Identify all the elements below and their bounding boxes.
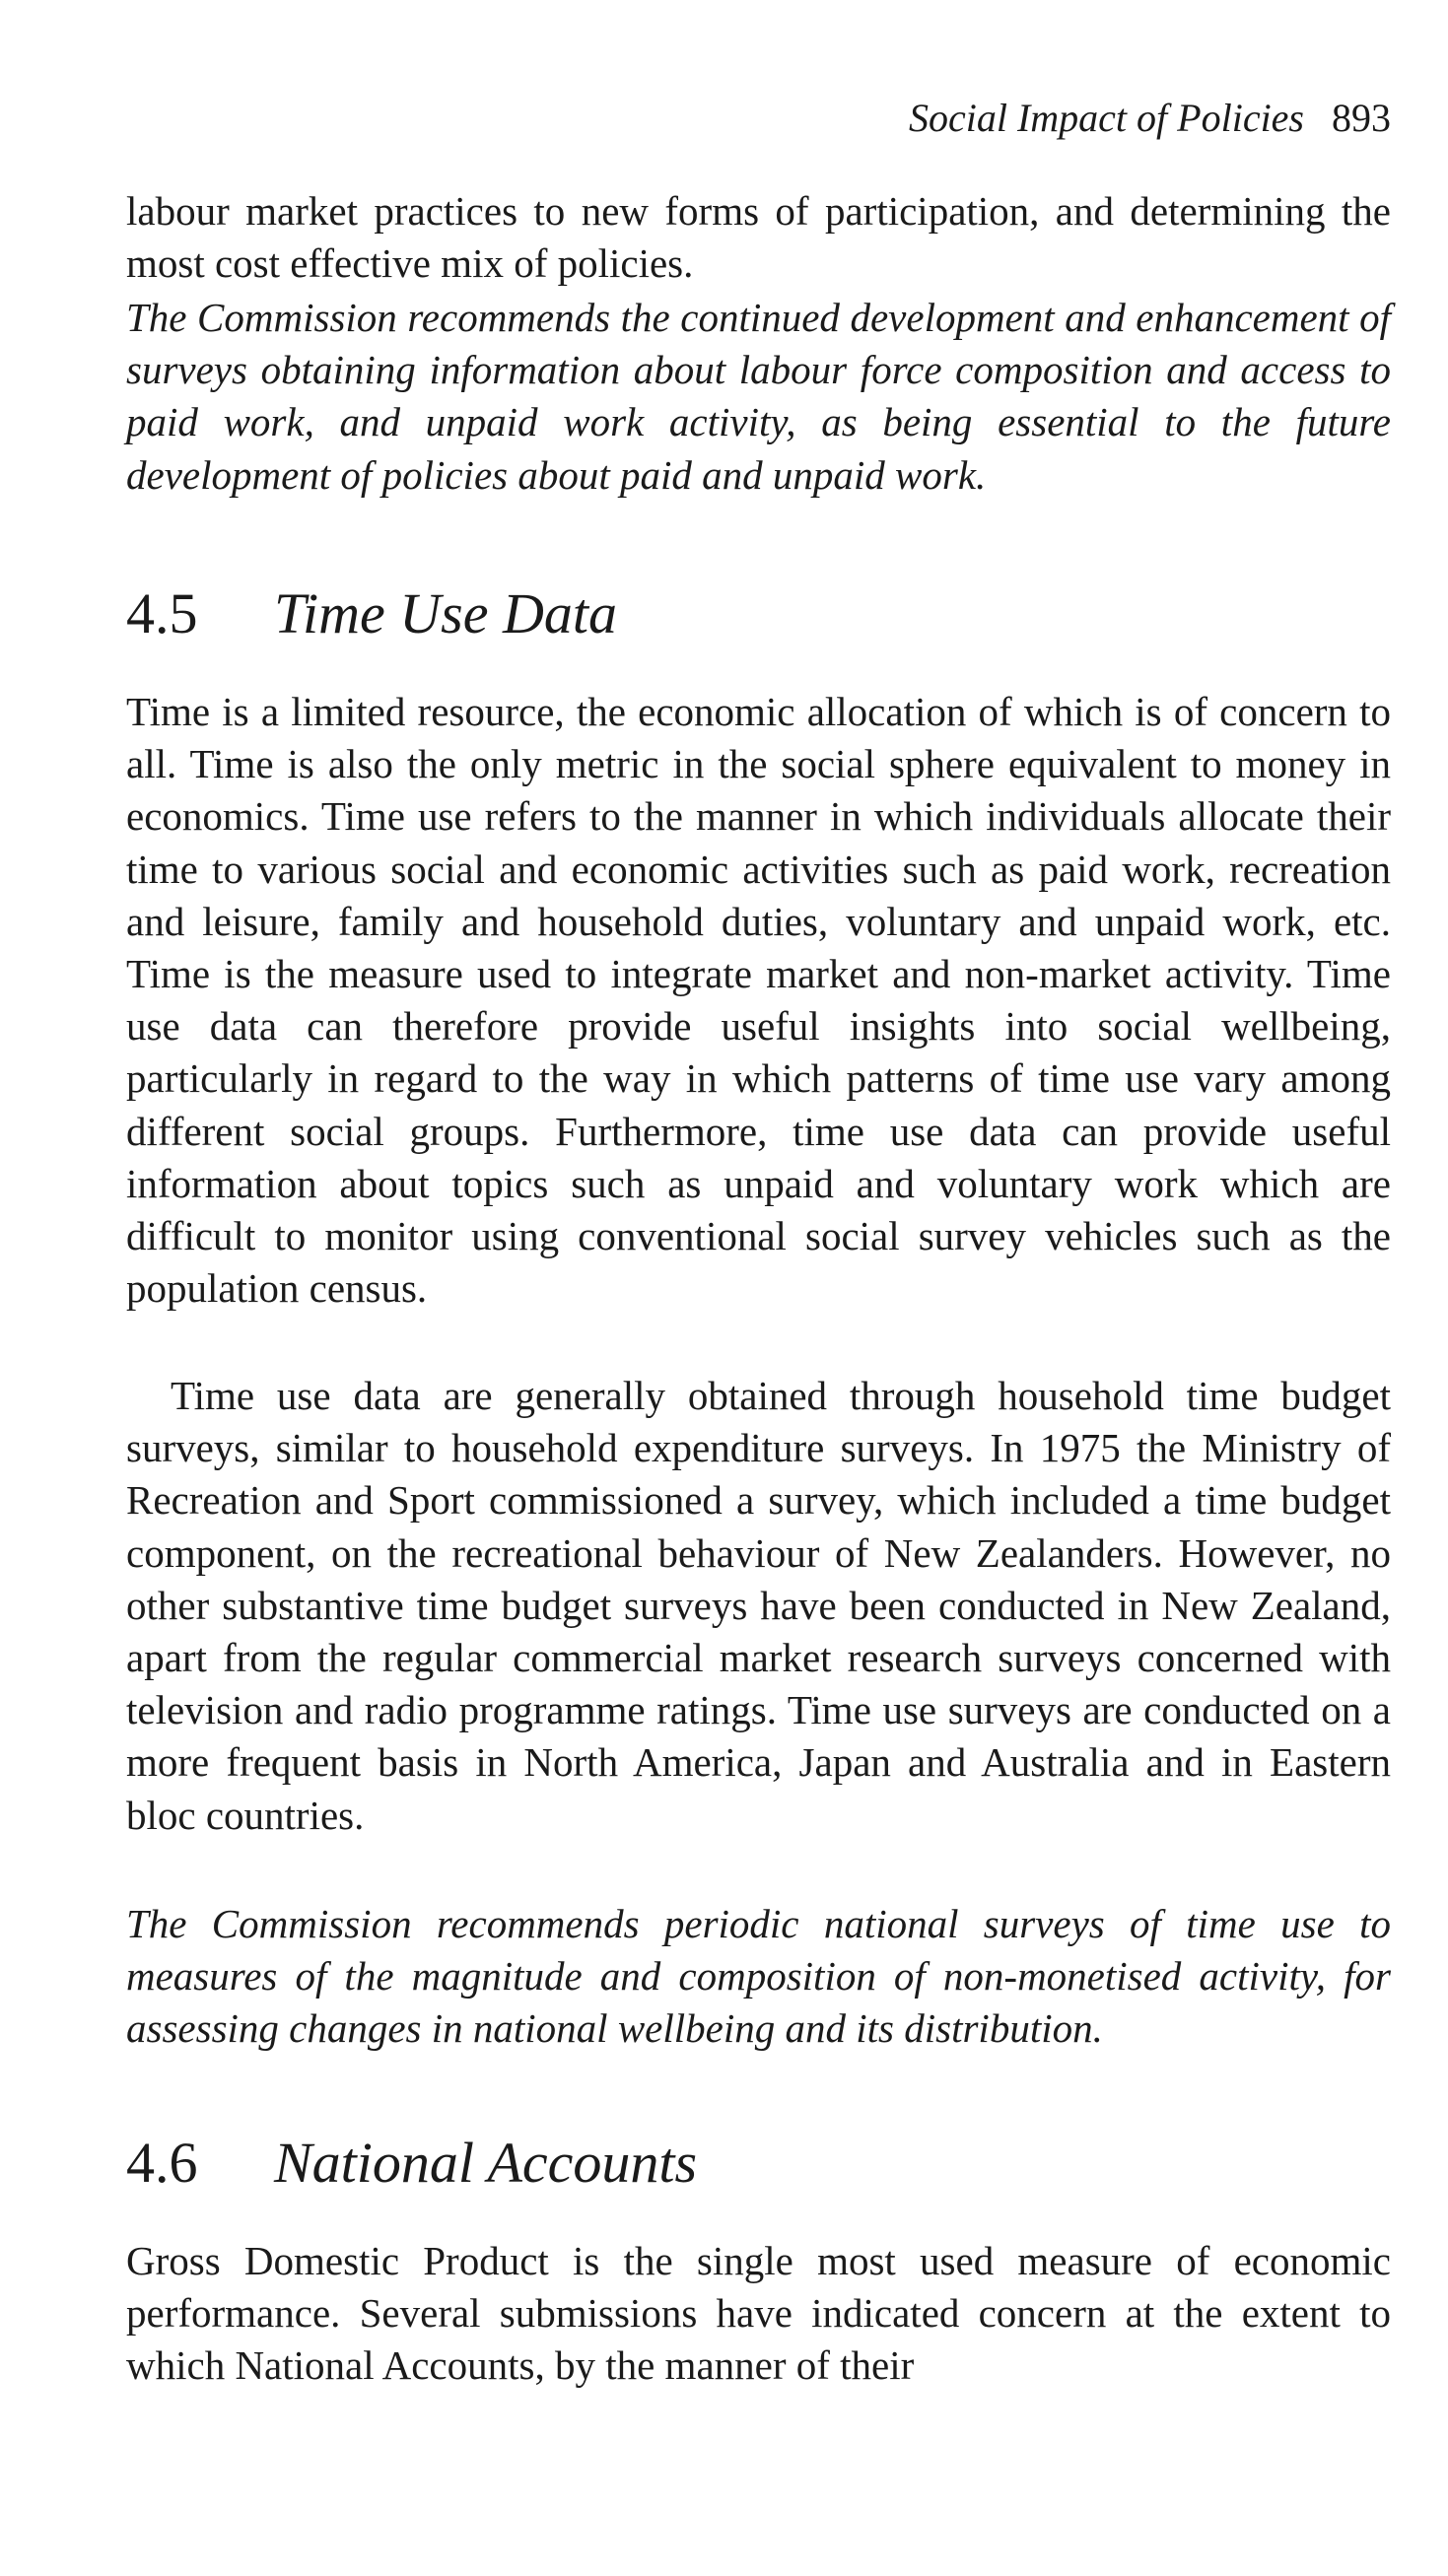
- section-heading-4-6: [126, 2131, 698, 2195]
- section-title: Time Use Data: [274, 581, 617, 645]
- continued-paragraph: labour market practices to new forms of participation, and determining the most cost effective mix of policies.: [126, 188, 1391, 287]
- time-use-paragraph-1: Time is a limited resource, the economic allocation of which is of concern to all. Time is also the only metric in the social sphere equivalent to money in economics. Time use refers to the manner in which individuals allocate their time to various social and economic activities such as paid work, recreation and leisure, family and household duties, voluntary and unpaid work, etc. Time is the measure used to integrate market and non-market activity. Time use data can therefore provide useful insights into social wellbeing, particularly in regard to the way in which patterns of time use vary among different social groups. Furthermore, time use data can provide useful information about topics such as unpaid and voluntary work which are difficult to monitor using conventional social survey vehicles such as the population census.: [126, 689, 1391, 1312]
- running-head: [908, 96, 1391, 140]
- section-heading-4-5: [126, 581, 617, 645]
- recommendation-time-use: The Commission recommends periodic national surveys of time use to measures of the magnitude and composition of non-monetised activity, for assessing changes in national wellbeing and its distribution.: [126, 1901, 1391, 2052]
- running-head-title: Social Impact of Policies: [908, 96, 1304, 140]
- section-number: 4.6: [126, 2131, 198, 2195]
- national-accounts-paragraph-1: Gross Domestic Product is the single most used measure of economic performance. Several submissions have indicated concern at the extent to which National Accounts, by the manner of their: [126, 2238, 1391, 2389]
- time-use-paragraph-2: Time use data are generally obtained through household time budget surveys, similar to household expenditure surveys. In 1975 the Ministry of Recreation and Sport commissioned a survey, which included a time budget component, on the recreational behaviour of New Zealanders. However, no other substantive time budget surveys have been conducted in New Zealand, apart from the regular commercial market research surveys concerned with television and radio programme ratings. Time use surveys are conducted on a more frequent basis in North America, Japan and Australia and in Eastern bloc countries.: [126, 1373, 1391, 1838]
- page-number: 893: [1332, 96, 1391, 140]
- recommendation-labour-surveys: The Commission recommends the continued development and enhancement of surveys obtaining information about labour force composition and access to paid work, and unpaid work activity, as being essential to the future development of policies about paid and unpaid work.: [126, 295, 1391, 498]
- section-number: 4.5: [126, 581, 198, 645]
- section-title: National Accounts: [274, 2131, 698, 2195]
